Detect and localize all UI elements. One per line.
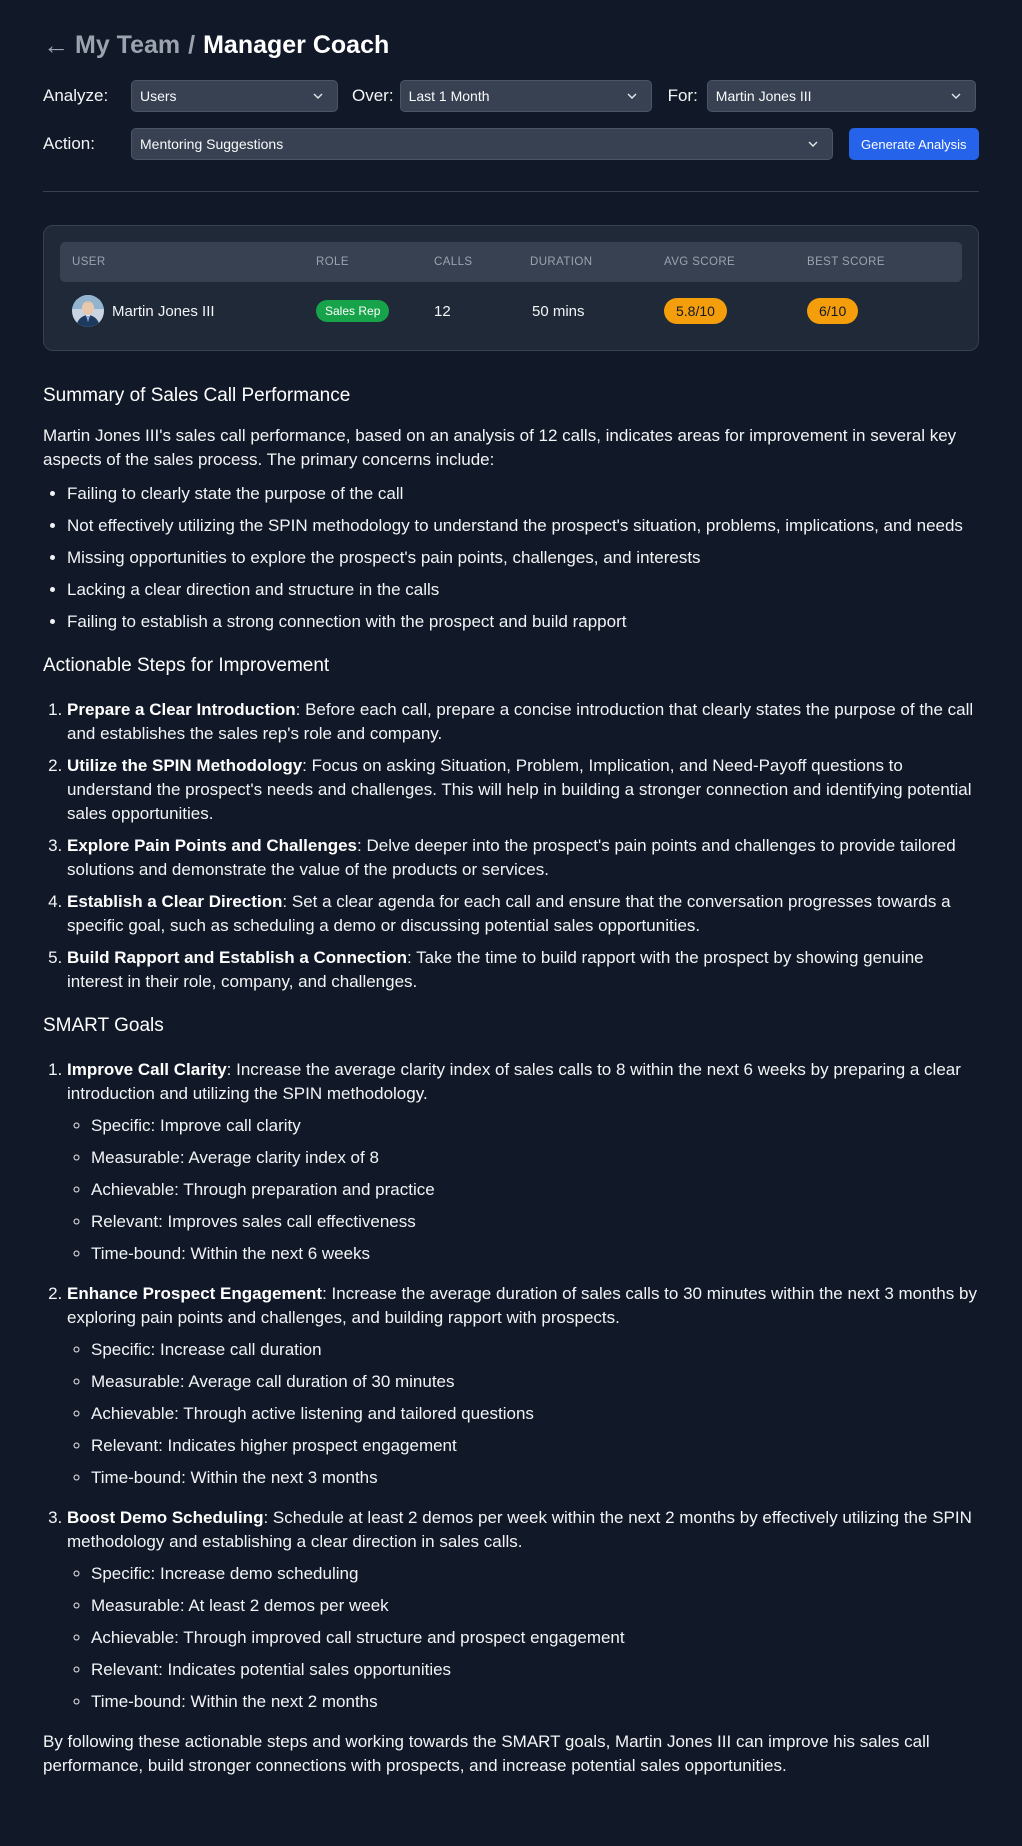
arrow-left-icon[interactable]: ← — [43, 30, 69, 60]
steps-heading: Actionable Steps for Improvement — [43, 655, 330, 676]
for-select-value: Martin Jones III — [715, 88, 812, 104]
chevron-down-icon — [951, 93, 961, 99]
step-title: Explore Pain Points and Challenges — [67, 836, 358, 855]
user-stats-table — [43, 225, 979, 351]
list-item: ◦ Relevant: Indicates higher prospect engagement — [91, 1434, 979, 1458]
breadcrumb — [43, 28, 979, 62]
analyze-select[interactable] — [131, 80, 338, 112]
list-item — [67, 754, 979, 826]
for-select[interactable] — [707, 80, 976, 112]
action-select-value: Mentoring Suggestions — [140, 136, 284, 152]
breadcrumb-my-team[interactable]: My Team — [75, 30, 181, 59]
closing-paragraph: By following these actionable steps and working towards the SMART goals, Martin Jones III can improve his sales call performance, build stronger connections with prospects, and increase potential sales opportunities. — [43, 1732, 930, 1775]
goal-title: Improve Call Clarity — [67, 1060, 227, 1079]
best-score-cell — [807, 298, 962, 324]
list-item: • Not effectively utilizing the SPIN methodology to understand the prospect's situation, problems, implications, and needs — [67, 514, 979, 538]
breadcrumb-separator: / — [188, 30, 196, 59]
goal-text: : Increase the average clarity index of sales calls to 8 within the next 6 weeks by preparing a clear introduction and utilizing the SPIN methodology. — [67, 1060, 961, 1103]
list-item: ◦ Time-bound: Within the next 6 weeks — [91, 1242, 979, 1266]
list-item: ◦ Specific: Increase call duration — [91, 1338, 979, 1362]
avg-score-cell — [664, 298, 807, 324]
column-header-best-score[interactable]: BEST SCORE — [807, 256, 885, 268]
list-item: ◦ Achievable: Through preparation and practice — [91, 1178, 979, 1202]
over-label: Over: — [352, 86, 394, 105]
goal-text: : Increase the average duration of sales calls to 30 minutes within the next 3 months by exploring pain points and challenges, and building rapport with prospects. — [67, 1284, 977, 1327]
for-label: For: — [667, 86, 698, 105]
analyze-label: Analyze: — [43, 86, 109, 105]
analysis-content — [43, 384, 979, 1778]
calls-cell: 12 — [434, 302, 451, 320]
list-item — [67, 834, 979, 882]
column-header-calls[interactable]: CALLS — [434, 256, 473, 268]
action-select[interactable] — [131, 128, 833, 160]
goal-criteria-list — [67, 1114, 979, 1266]
page-title: Manager Coach — [203, 30, 390, 59]
list-item: ◦ Relevant: Improves sales call effectiveness — [91, 1210, 979, 1234]
table-header — [60, 242, 962, 282]
list-item: • Failing to establish a strong connection with the prospect and build rapport — [67, 610, 979, 634]
list-item: ◦ Time-bound: Within the next 2 months — [91, 1690, 979, 1714]
list-item: ◦ Measurable: Average clarity index of 8 — [91, 1146, 979, 1170]
column-header-role[interactable]: ROLE — [316, 256, 349, 268]
step-text: : Take the time to build rapport with the prospect by showing genuine interest in their role, company, and challenges. — [67, 948, 924, 991]
best-score-badge: 6/10 — [807, 298, 858, 324]
generate-analysis-button[interactable]: Generate Analysis — [849, 128, 979, 160]
list-item: ◦ Relevant: Indicates potential sales opportunities — [91, 1658, 979, 1682]
over-select[interactable] — [400, 80, 652, 112]
goal-text: : Schedule at least 2 demos per week within the next 2 months by effectively utilizing the SPIN methodology and establishing a clear direction in sales calls. — [67, 1508, 972, 1551]
divider — [43, 191, 979, 192]
goal-criteria-list — [67, 1562, 979, 1714]
goal-title: Enhance Prospect Engagement — [67, 1284, 323, 1303]
goal-title: Boost Demo Scheduling — [67, 1508, 264, 1527]
step-title: Establish a Clear Direction — [67, 892, 283, 911]
list-item: ◦ Specific: Increase demo scheduling — [91, 1562, 979, 1586]
user-cell — [60, 295, 316, 327]
column-header-avg-score[interactable]: AVG SCORE — [664, 256, 736, 268]
column-header-user[interactable]: USER — [72, 256, 106, 268]
avg-score-badge: 5.8/10 — [664, 298, 727, 324]
list-item — [67, 698, 979, 746]
chevron-down-icon — [627, 93, 637, 99]
steps-list — [43, 698, 979, 994]
step-text: : Focus on asking Situation, Problem, Implication, and Need-Payoff questions to understand the prospect's needs and challenges. This will help in building a stronger connection and identifying potential sales opportunities. — [67, 756, 972, 823]
column-header-duration[interactable]: DURATION — [530, 256, 593, 268]
list-item — [67, 1058, 979, 1266]
list-item: ◦ Achievable: Through improved call structure and prospect engagement — [91, 1626, 979, 1650]
goals-list — [43, 1058, 979, 1714]
goal-criteria-list — [67, 1338, 979, 1490]
summary-heading: Summary of Sales Call Performance — [43, 385, 351, 406]
summary-intro: Martin Jones III's sales call performance, based on an analysis of 12 calls, indicates areas for improvement in several key aspects of the sales process. The primary concerns include: — [43, 426, 957, 469]
step-text: : Set a clear agenda for each call and ensure that the conversation progresses towards a specific goal, such as scheduling a demo or discussing potential sales opportunities. — [67, 892, 951, 935]
step-title: Build Rapport and Establish a Connection — [67, 948, 408, 967]
chevron-down-icon — [313, 93, 323, 99]
concerns-list — [43, 482, 979, 634]
duration-cell: 50 mins — [532, 302, 585, 320]
list-item: • Missing opportunities to explore the prospect's pain points, challenges, and interests — [67, 546, 979, 570]
table-row[interactable] — [60, 282, 962, 340]
step-text: : Delve deeper into the prospect's pain points and challenges to provide tailored solutions and demonstrate the value of the products or services. — [67, 836, 956, 879]
list-item: ◦ Measurable: At least 2 demos per week — [91, 1594, 979, 1618]
list-item: • Lacking a clear direction and structure in the calls — [67, 578, 979, 602]
avatar — [72, 295, 104, 327]
role-badge: Sales Rep — [316, 300, 389, 322]
list-item — [67, 890, 979, 938]
role-cell — [316, 300, 434, 322]
list-item — [67, 946, 979, 994]
list-item: ◦ Achievable: Through active listening and tailored questions — [91, 1402, 979, 1426]
list-item: • Failing to clearly state the purpose of the call — [67, 482, 979, 506]
list-item: ◦ Measurable: Average call duration of 30 minutes — [91, 1370, 979, 1394]
list-item — [67, 1506, 979, 1714]
list-item: ◦ Specific: Improve call clarity — [91, 1114, 979, 1138]
list-item: ◦ Time-bound: Within the next 3 months — [91, 1466, 979, 1490]
action-row — [43, 128, 979, 160]
chevron-down-icon — [808, 141, 818, 147]
action-label: Action: — [43, 134, 95, 153]
filter-row — [43, 80, 979, 112]
smart-goals-heading: SMART Goals — [43, 1015, 164, 1036]
user-name: Martin Jones III — [112, 302, 215, 320]
list-item — [67, 1282, 979, 1490]
step-text: : Before each call, prepare a concise introduction that clearly states the purpose of the call and establishes the sales rep's role and company. — [67, 700, 974, 743]
analyze-select-value: Users — [140, 88, 177, 104]
step-title: Utilize the SPIN Methodology — [67, 756, 303, 775]
step-title: Prepare a Clear Introduction — [67, 700, 296, 719]
over-select-value: Last 1 Month — [408, 88, 490, 104]
